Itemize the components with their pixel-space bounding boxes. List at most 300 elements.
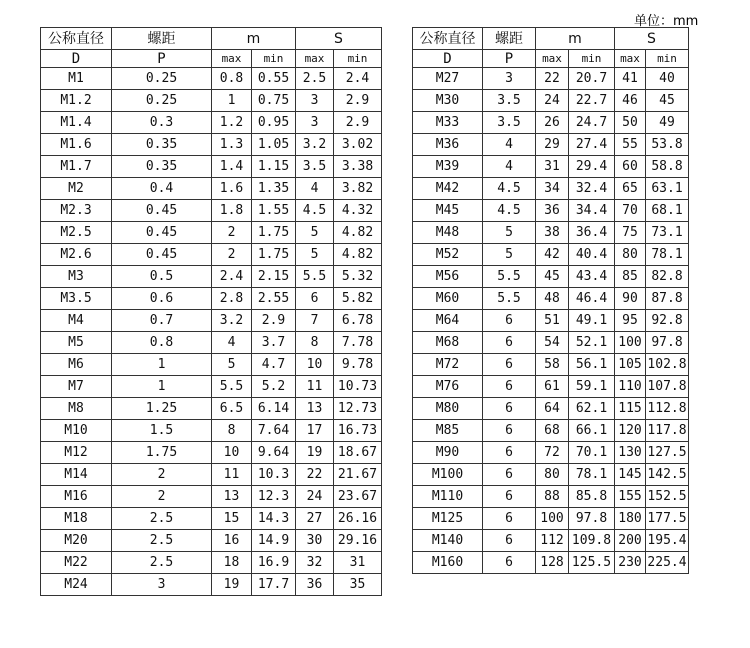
table-row [41, 376, 382, 398]
cell-s-min: 23.67 [334, 486, 382, 508]
cell-pitch: 1.25 [112, 398, 212, 420]
table-row [413, 530, 689, 552]
cell-m-max: 2 [212, 244, 252, 266]
header-nominal-diameter: 公称直径 [413, 28, 483, 50]
cell-pitch: 1.75 [112, 442, 212, 464]
cell-m-max: 64 [536, 398, 569, 420]
cell-m-min: 17.7 [252, 574, 296, 596]
cell-diameter: M68 [413, 332, 483, 354]
cell-s-max: 105 [615, 354, 646, 376]
cell-s-max: 230 [615, 552, 646, 574]
cell-pitch: 2.5 [112, 552, 212, 574]
cell-pitch: 0.45 [112, 244, 212, 266]
cell-s-min: 107.8 [646, 376, 689, 398]
cell-m-min: 70.1 [569, 442, 615, 464]
table-row [41, 574, 382, 596]
cell-s-max: 27 [296, 508, 334, 530]
table-row [41, 508, 382, 530]
cell-s-min: 26.16 [334, 508, 382, 530]
cell-pitch: 6 [483, 508, 536, 530]
cell-pitch: 6 [483, 420, 536, 442]
cell-pitch: 5 [483, 244, 536, 266]
cell-diameter: M20 [41, 530, 112, 552]
cell-s-max: 115 [615, 398, 646, 420]
cell-diameter: M8 [41, 398, 112, 420]
cell-s-min: 4.82 [334, 244, 382, 266]
cell-s-min: 35 [334, 574, 382, 596]
cell-diameter: M10 [41, 420, 112, 442]
cell-m-max: 80 [536, 464, 569, 486]
cell-pitch: 6 [483, 552, 536, 574]
cell-s-max: 5.5 [296, 266, 334, 288]
cell-s-min: 58.8 [646, 156, 689, 178]
cell-s-max: 60 [615, 156, 646, 178]
table-row [413, 266, 689, 288]
table-body [41, 28, 382, 596]
cell-pitch: 0.45 [112, 200, 212, 222]
cell-s-min: 127.5 [646, 442, 689, 464]
table-row [41, 156, 382, 178]
header-p: P [483, 50, 536, 68]
cell-s-max: 110 [615, 376, 646, 398]
table-row [413, 376, 689, 398]
cell-pitch: 6 [483, 398, 536, 420]
cell-pitch: 0.8 [112, 332, 212, 354]
cell-diameter: M12 [41, 442, 112, 464]
cell-pitch: 0.3 [112, 112, 212, 134]
cell-diameter: M110 [413, 486, 483, 508]
table-row [41, 354, 382, 376]
cell-s-max: 2.5 [296, 68, 334, 90]
cell-s-min: 53.8 [646, 134, 689, 156]
header-pitch: 螺距 [483, 28, 536, 50]
cell-diameter: M7 [41, 376, 112, 398]
table-row [41, 442, 382, 464]
cell-m-max: 26 [536, 112, 569, 134]
header-m: m [212, 28, 296, 50]
header-pitch: 螺距 [112, 28, 212, 50]
cell-diameter: M56 [413, 266, 483, 288]
cell-m-max: 45 [536, 266, 569, 288]
spec-table-right [412, 27, 689, 574]
cell-diameter: M1 [41, 68, 112, 90]
cell-s-min: 5.82 [334, 288, 382, 310]
cell-m-max: 2 [212, 222, 252, 244]
cell-m-min: 1.75 [252, 244, 296, 266]
cell-m-max: 54 [536, 332, 569, 354]
cell-diameter: M30 [413, 90, 483, 112]
cell-m-min: 85.8 [569, 486, 615, 508]
cell-pitch: 4.5 [483, 200, 536, 222]
cell-s-min: 73.1 [646, 222, 689, 244]
cell-m-max: 6.5 [212, 398, 252, 420]
table-row [41, 464, 382, 486]
cell-m-min: 16.9 [252, 552, 296, 574]
table-row [413, 244, 689, 266]
cell-m-max: 42 [536, 244, 569, 266]
cell-m-max: 88 [536, 486, 569, 508]
table-row [41, 112, 382, 134]
cell-pitch: 1.5 [112, 420, 212, 442]
cell-s-min: 5.32 [334, 266, 382, 288]
cell-diameter: M45 [413, 200, 483, 222]
cell-s-max: 8 [296, 332, 334, 354]
cell-s-max: 120 [615, 420, 646, 442]
cell-diameter: M140 [413, 530, 483, 552]
cell-s-min: 6.78 [334, 310, 382, 332]
cell-m-max: 5 [212, 354, 252, 376]
cell-m-max: 100 [536, 508, 569, 530]
cell-diameter: M1.4 [41, 112, 112, 134]
cell-diameter: M2.6 [41, 244, 112, 266]
cell-s-min: 152.5 [646, 486, 689, 508]
unit-label: 单位：mm [634, 14, 699, 29]
cell-m-min: 66.1 [569, 420, 615, 442]
cell-diameter: M3 [41, 266, 112, 288]
table-row [41, 332, 382, 354]
cell-m-min: 1.75 [252, 222, 296, 244]
cell-pitch: 6 [483, 332, 536, 354]
table-row [41, 244, 382, 266]
table-row [413, 288, 689, 310]
table-row [413, 508, 689, 530]
cell-s-min: 4.32 [334, 200, 382, 222]
header-s-min: min [334, 50, 382, 68]
cell-diameter: M4 [41, 310, 112, 332]
cell-s-max: 17 [296, 420, 334, 442]
cell-m-min: 97.8 [569, 508, 615, 530]
cell-pitch: 0.7 [112, 310, 212, 332]
cell-m-min: 0.95 [252, 112, 296, 134]
cell-diameter: M24 [41, 574, 112, 596]
cell-m-max: 1.3 [212, 134, 252, 156]
cell-m-max: 19 [212, 574, 252, 596]
cell-s-max: 100 [615, 332, 646, 354]
cell-s-min: 40 [646, 68, 689, 90]
cell-m-min: 14.3 [252, 508, 296, 530]
cell-diameter: M80 [413, 398, 483, 420]
cell-m-min: 0.55 [252, 68, 296, 90]
cell-m-min: 59.1 [569, 376, 615, 398]
cell-diameter: M22 [41, 552, 112, 574]
cell-m-min: 5.2 [252, 376, 296, 398]
cell-pitch: 6 [483, 530, 536, 552]
cell-diameter: M85 [413, 420, 483, 442]
cell-s-max: 36 [296, 574, 334, 596]
cell-m-min: 43.4 [569, 266, 615, 288]
cell-diameter: M39 [413, 156, 483, 178]
cell-m-max: 36 [536, 200, 569, 222]
cell-m-max: 3.2 [212, 310, 252, 332]
cell-s-max: 13 [296, 398, 334, 420]
cell-s-min: 3.82 [334, 178, 382, 200]
cell-s-min: 142.5 [646, 464, 689, 486]
cell-s-max: 7 [296, 310, 334, 332]
cell-m-max: 2.8 [212, 288, 252, 310]
table-row [41, 310, 382, 332]
cell-s-min: 49 [646, 112, 689, 134]
cell-s-max: 4 [296, 178, 334, 200]
cell-s-max: 80 [615, 244, 646, 266]
table-row [41, 552, 382, 574]
cell-s-max: 10 [296, 354, 334, 376]
cell-s-min: 3.02 [334, 134, 382, 156]
cell-s-max: 95 [615, 310, 646, 332]
cell-pitch: 2.5 [112, 508, 212, 530]
cell-diameter: M18 [41, 508, 112, 530]
cell-m-max: 29 [536, 134, 569, 156]
cell-diameter: M48 [413, 222, 483, 244]
cell-pitch: 4 [483, 134, 536, 156]
cell-s-min: 4.82 [334, 222, 382, 244]
cell-m-max: 10 [212, 442, 252, 464]
header-s: S [296, 28, 382, 50]
cell-pitch: 3.5 [483, 112, 536, 134]
cell-diameter: M90 [413, 442, 483, 464]
table-row [413, 552, 689, 574]
cell-s-min: 195.4 [646, 530, 689, 552]
cell-pitch: 4.5 [483, 178, 536, 200]
cell-m-max: 2.4 [212, 266, 252, 288]
cell-m-max: 0.8 [212, 68, 252, 90]
spec-table-left [40, 27, 382, 596]
cell-m-min: 22.7 [569, 90, 615, 112]
cell-s-max: 3.5 [296, 156, 334, 178]
cell-s-min: 9.78 [334, 354, 382, 376]
cell-m-max: 1.4 [212, 156, 252, 178]
cell-m-max: 18 [212, 552, 252, 574]
cell-s-max: 19 [296, 442, 334, 464]
cell-s-max: 65 [615, 178, 646, 200]
table-row [413, 398, 689, 420]
cell-pitch: 0.25 [112, 90, 212, 112]
cell-s-max: 5 [296, 244, 334, 266]
cell-m-min: 40.4 [569, 244, 615, 266]
cell-s-min: 31 [334, 552, 382, 574]
cell-diameter: M2.5 [41, 222, 112, 244]
cell-s-max: 6 [296, 288, 334, 310]
cell-m-max: 24 [536, 90, 569, 112]
cell-m-max: 1 [212, 90, 252, 112]
table-row [413, 178, 689, 200]
cell-diameter: M36 [413, 134, 483, 156]
cell-s-min: 225.4 [646, 552, 689, 574]
cell-diameter: M6 [41, 354, 112, 376]
cell-m-min: 12.3 [252, 486, 296, 508]
table-row [41, 486, 382, 508]
cell-s-max: 22 [296, 464, 334, 486]
cell-pitch: 0.45 [112, 222, 212, 244]
cell-pitch: 0.35 [112, 156, 212, 178]
cell-pitch: 6 [483, 354, 536, 376]
cell-m-min: 1.15 [252, 156, 296, 178]
cell-s-max: 145 [615, 464, 646, 486]
cell-pitch: 0.6 [112, 288, 212, 310]
cell-s-min: 177.5 [646, 508, 689, 530]
cell-m-max: 31 [536, 156, 569, 178]
cell-diameter: M2.3 [41, 200, 112, 222]
cell-m-min: 2.55 [252, 288, 296, 310]
cell-m-max: 112 [536, 530, 569, 552]
cell-s-min: 3.38 [334, 156, 382, 178]
table-row [41, 90, 382, 112]
cell-m-min: 0.75 [252, 90, 296, 112]
cell-s-max: 55 [615, 134, 646, 156]
cell-pitch: 0.4 [112, 178, 212, 200]
cell-s-min: 63.1 [646, 178, 689, 200]
cell-m-max: 4 [212, 332, 252, 354]
header-d: D [41, 50, 112, 68]
table-row [413, 222, 689, 244]
header-s-max: max [615, 50, 646, 68]
cell-s-max: 30 [296, 530, 334, 552]
cell-pitch: 0.35 [112, 134, 212, 156]
cell-diameter: M52 [413, 244, 483, 266]
cell-s-max: 180 [615, 508, 646, 530]
cell-m-min: 34.4 [569, 200, 615, 222]
cell-diameter: M1.2 [41, 90, 112, 112]
cell-s-max: 3 [296, 112, 334, 134]
cell-m-min: 49.1 [569, 310, 615, 332]
cell-s-min: 7.78 [334, 332, 382, 354]
cell-pitch: 0.25 [112, 68, 212, 90]
header-d: D [413, 50, 483, 68]
cell-s-min: 68.1 [646, 200, 689, 222]
cell-s-max: 75 [615, 222, 646, 244]
cell-m-min: 7.64 [252, 420, 296, 442]
table-row [413, 90, 689, 112]
cell-s-max: 32 [296, 552, 334, 574]
cell-m-max: 11 [212, 464, 252, 486]
cell-s-min: 12.73 [334, 398, 382, 420]
cell-m-min: 9.64 [252, 442, 296, 464]
cell-s-min: 117.8 [646, 420, 689, 442]
header-m-min: min [252, 50, 296, 68]
cell-s-min: 87.8 [646, 288, 689, 310]
table-row [41, 134, 382, 156]
header-m-max: max [536, 50, 569, 68]
cell-m-min: 14.9 [252, 530, 296, 552]
cell-s-max: 46 [615, 90, 646, 112]
cell-s-max: 41 [615, 68, 646, 90]
cell-m-max: 1.2 [212, 112, 252, 134]
cell-m-max: 58 [536, 354, 569, 376]
cell-pitch: 5 [483, 222, 536, 244]
cell-diameter: M1.6 [41, 134, 112, 156]
cell-s-max: 85 [615, 266, 646, 288]
cell-diameter: M3.5 [41, 288, 112, 310]
table-row [413, 354, 689, 376]
header-m-min: min [569, 50, 615, 68]
cell-pitch: 6 [483, 442, 536, 464]
cell-diameter: M72 [413, 354, 483, 376]
cell-m-min: 2.15 [252, 266, 296, 288]
cell-s-min: 2.9 [334, 90, 382, 112]
table-row [413, 420, 689, 442]
cell-pitch: 1 [112, 354, 212, 376]
cell-m-min: 4.7 [252, 354, 296, 376]
cell-diameter: M14 [41, 464, 112, 486]
cell-diameter: M160 [413, 552, 483, 574]
cell-m-min: 56.1 [569, 354, 615, 376]
cell-m-min: 36.4 [569, 222, 615, 244]
cell-s-min: 10.73 [334, 376, 382, 398]
cell-m-max: 34 [536, 178, 569, 200]
table-row [41, 288, 382, 310]
cell-m-max: 1.8 [212, 200, 252, 222]
header-m: m [536, 28, 615, 50]
cell-s-min: 82.8 [646, 266, 689, 288]
cell-m-min: 125.5 [569, 552, 615, 574]
cell-diameter: M76 [413, 376, 483, 398]
cell-m-max: 48 [536, 288, 569, 310]
cell-s-min: 29.16 [334, 530, 382, 552]
cell-s-max: 50 [615, 112, 646, 134]
cell-s-max: 11 [296, 376, 334, 398]
cell-m-min: 24.7 [569, 112, 615, 134]
cell-diameter: M5 [41, 332, 112, 354]
cell-m-max: 8 [212, 420, 252, 442]
header-s-max: max [296, 50, 334, 68]
cell-pitch: 3 [483, 68, 536, 90]
cell-pitch: 5.5 [483, 288, 536, 310]
cell-s-max: 5 [296, 222, 334, 244]
cell-m-min: 109.8 [569, 530, 615, 552]
cell-s-min: 21.67 [334, 464, 382, 486]
cell-s-min: 18.67 [334, 442, 382, 464]
cell-s-max: 155 [615, 486, 646, 508]
cell-diameter: M2 [41, 178, 112, 200]
cell-pitch: 6 [483, 486, 536, 508]
cell-m-max: 13 [212, 486, 252, 508]
cell-m-min: 27.4 [569, 134, 615, 156]
cell-m-max: 72 [536, 442, 569, 464]
cell-pitch: 2 [112, 464, 212, 486]
cell-pitch: 0.5 [112, 266, 212, 288]
cell-m-max: 128 [536, 552, 569, 574]
cell-diameter: M60 [413, 288, 483, 310]
cell-m-max: 68 [536, 420, 569, 442]
table-row [41, 266, 382, 288]
cell-m-max: 51 [536, 310, 569, 332]
cell-pitch: 3 [112, 574, 212, 596]
table-row [41, 530, 382, 552]
cell-s-min: 2.9 [334, 112, 382, 134]
header-p: P [112, 50, 212, 68]
table-row [41, 178, 382, 200]
cell-m-min: 46.4 [569, 288, 615, 310]
cell-m-min: 32.4 [569, 178, 615, 200]
cell-pitch: 3.5 [483, 90, 536, 112]
cell-diameter: M42 [413, 178, 483, 200]
cell-pitch: 6 [483, 464, 536, 486]
cell-pitch: 2.5 [112, 530, 212, 552]
header-nominal-diameter: 公称直径 [41, 28, 112, 50]
table-row [413, 442, 689, 464]
cell-s-max: 24 [296, 486, 334, 508]
table-row [413, 332, 689, 354]
table-row [413, 486, 689, 508]
cell-s-max: 90 [615, 288, 646, 310]
cell-m-min: 1.05 [252, 134, 296, 156]
table-row [413, 68, 689, 90]
table-row [41, 222, 382, 244]
cell-pitch: 5.5 [483, 266, 536, 288]
table-row [41, 200, 382, 222]
cell-pitch: 6 [483, 376, 536, 398]
table-row [41, 420, 382, 442]
cell-m-min: 1.35 [252, 178, 296, 200]
